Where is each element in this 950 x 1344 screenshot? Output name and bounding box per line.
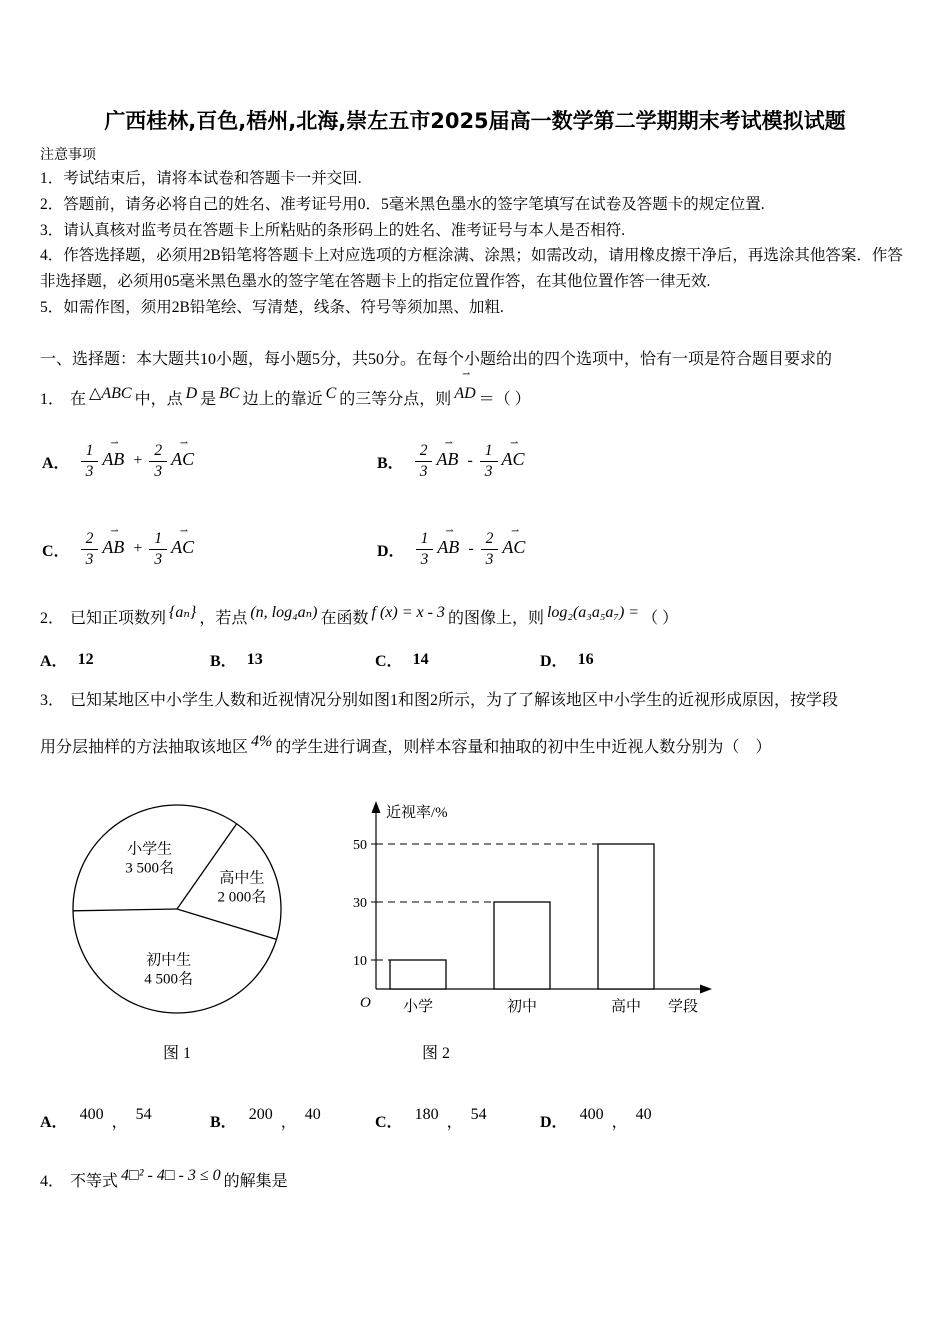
question-1 [40, 369, 910, 413]
bar-chart [324, 791, 724, 1031]
raised-number: 200 [248, 1106, 273, 1124]
text-run: ， [280, 1114, 297, 1132]
q2-option-a [40, 648, 210, 671]
text-run: 已知正项数列 [70, 609, 167, 627]
pie-slice-label: 高中生 [218, 871, 264, 888]
option-d-values [578, 1106, 654, 1132]
text-run: - [467, 451, 473, 469]
question-1-text [70, 369, 531, 409]
x-category-label: 小学 [402, 999, 434, 1016]
x-category-label: 高中 [610, 999, 642, 1016]
notice-section [40, 145, 910, 320]
math-run: 4□² - 4□ - 3 ≤ 0 [121, 1167, 221, 1185]
q3-option-c [375, 1106, 540, 1132]
option-label-d: D． [540, 1114, 568, 1132]
option-label-d: D． [377, 542, 405, 560]
y-tick-label: 10 [353, 954, 367, 970]
option-label-d: D． [540, 653, 568, 671]
math-run: (n, log₄aₙ) [250, 603, 318, 621]
vector-term: ⇀ AC [171, 437, 195, 469]
option-d-expression [415, 525, 529, 569]
q1-option-a [42, 437, 377, 481]
math-run: log₂(a₃a₅a₇) = [546, 603, 640, 621]
vector-arrow-icon: ⇀ [462, 369, 471, 381]
raised-number: 40 [304, 1106, 321, 1124]
fraction: $\frac{2}{3}$ [415, 441, 433, 481]
text-run: 的三等分点，则 [339, 391, 452, 409]
figure-1-caption: 图 1 [162, 1045, 191, 1063]
math-run: 4% [251, 733, 273, 751]
option-c-value: 14 [412, 650, 429, 668]
option-label-a: A． [40, 653, 68, 671]
bar-rect [494, 902, 550, 989]
vector-arrow-icon: ⇀ [444, 437, 454, 449]
math-run: BC [219, 385, 240, 403]
vector-term: ⇀ AB [102, 525, 125, 557]
math-run: C [325, 385, 337, 403]
pie-figure [48, 791, 306, 1063]
math-run: {aₙ} [169, 603, 197, 621]
option-label-b: B． [210, 653, 237, 671]
option-label-a: A． [42, 454, 70, 472]
pie-sector-line [73, 909, 177, 911]
option-a-values [78, 1106, 154, 1132]
math-run: △ABC [89, 385, 132, 403]
q2-option-c [375, 648, 540, 671]
x-axis-arrow-icon [700, 985, 712, 994]
pie-sector-line [177, 909, 276, 939]
text-run: 在 [70, 391, 87, 409]
vector-term: ⇀ AB [437, 525, 460, 557]
pie-slice-count: 3 500名 [124, 861, 174, 878]
text-run: - [468, 539, 474, 557]
text-run: ， [446, 1114, 463, 1132]
option-c-values [413, 1106, 489, 1132]
question-3-number: 3． [40, 692, 65, 710]
x-axis-label: 学段 [668, 999, 699, 1016]
x-category-label: 初中 [506, 999, 538, 1016]
q1-option-c [42, 525, 377, 569]
pie-chart [55, 791, 300, 1031]
y-tick-label: 50 [353, 838, 367, 854]
text-run: 的图像上，则 [447, 609, 544, 627]
text-run: + [133, 451, 143, 469]
text-run: ，若点 [199, 609, 248, 627]
question-1-number: 1． [40, 391, 65, 409]
option-b-expression [414, 437, 528, 481]
notice-heading: 注意事项 [40, 148, 96, 164]
text-run: 在函数 [320, 609, 369, 627]
pie-slice-count: 4 500名 [143, 972, 193, 989]
math-run: D [185, 385, 198, 403]
text-run: 是 [200, 391, 217, 409]
fraction: $\frac{1}{3}$ [149, 529, 167, 569]
notice-item-1: 1．考试结束后，请将本试卷和答题卡一并交回. [40, 170, 362, 188]
fraction: $\frac{2}{3}$ [149, 441, 167, 481]
bar-rect [390, 960, 446, 989]
pie-slice-label: 初中生 [145, 953, 191, 970]
vector-arrow-icon: ⇀ [445, 525, 454, 537]
notice-item-4: 4．作答选择题，必须用2B铅笔将答题卡上对应选项的方框涂满、涂黑；如需改动，请用橡皮擦干净后，再选涂其他答案．作答非选择题，必须用05毫米黑色墨水的签字笔在答题卡上的指定位置作答，在其他位置作答一律无效. [40, 247, 903, 291]
notice-item-5: 5．如需作图，须用2B铅笔绘、写清楚，线条、符号等须加黑、加粗. [40, 298, 504, 316]
text-run: ， [111, 1114, 128, 1132]
vector-arrow-icon: ⇀ [110, 437, 119, 449]
option-label-b: B． [377, 454, 404, 472]
text-run: 不等式 [70, 1173, 119, 1191]
raised-number: 54 [135, 1106, 152, 1124]
option-label-c: C． [375, 653, 403, 671]
option-b-value: 13 [246, 650, 263, 668]
question-2-text [70, 604, 678, 627]
origin-label: O [360, 995, 371, 1012]
vector-arrow-icon: ⇀ [511, 525, 520, 537]
question-2 [40, 605, 910, 632]
text-run: ， [611, 1114, 628, 1132]
text-run: 中，点 [134, 391, 183, 409]
fraction: $\frac{1}{3}$ [480, 441, 498, 481]
option-d-value: 16 [577, 650, 594, 668]
question-3-text-2 [40, 733, 771, 756]
fraction: $\frac{2}{3}$ [481, 529, 499, 569]
vector-term: ⇀ AC [501, 437, 525, 469]
option-label-c: C． [375, 1114, 403, 1132]
option-a-value: 12 [77, 650, 94, 668]
text-run: 的学生进行调查，则样本容量和抽取的初中生中近视人数分别为（ ） [275, 739, 772, 757]
fraction: $\frac{1}{3}$ [416, 529, 434, 569]
raised-number: 180 [414, 1106, 439, 1124]
q3-option-b [210, 1106, 375, 1132]
q3-option-a [40, 1106, 210, 1132]
bar-figure [324, 791, 724, 1063]
option-label-b: B． [210, 1114, 237, 1132]
y-axis-label: 近视率/% [386, 805, 448, 822]
vector-term: ⇀ AC [502, 525, 526, 557]
option-c-expression [80, 525, 198, 569]
notice-item-3: 3．请认真核对监考员在答题卡上所粘贴的条形码上的姓名、准考证号与本人是否相符. [40, 221, 626, 239]
y-tick-label: 30 [353, 896, 367, 912]
q1-option-d [377, 525, 910, 569]
text-run: 已知某地区中小学生人数和近视情况分别如图1和图2所示，为了了解该地区中小学生的近视形成原因，按学段 [70, 692, 839, 710]
question-4-number: 4． [40, 1173, 65, 1191]
text-run: ＝（ ） [478, 391, 531, 409]
question-3-line-1 [40, 687, 910, 714]
q1-option-b [377, 437, 910, 481]
figure-2-caption: 图 2 [422, 1045, 451, 1063]
text-run: （ ） [642, 609, 679, 627]
text-run: 的解集是 [223, 1173, 288, 1191]
fraction: $\frac{2}{3}$ [81, 529, 99, 569]
vector-term: ⇀ AB [102, 437, 125, 469]
text-run: 用分层抽样的方法抽取该地区 [40, 739, 249, 757]
vector-term: ⇀ AB [436, 437, 459, 469]
page-title: 广西桂林,百色,梧州,北海,崇左五市2025届高一数学第二学期期末考试模拟试题 [104, 109, 846, 133]
option-label-c: C． [42, 542, 70, 560]
vector-arrow-icon: ⇀ [510, 437, 519, 449]
q2-option-b [210, 648, 375, 671]
vector-term: ⇀ AC [171, 525, 195, 557]
raised-number: 54 [470, 1106, 487, 1124]
question-1-options [42, 437, 910, 569]
vector-arrow-icon: ⇀ [179, 525, 189, 537]
pie-slice-label: 小学生 [126, 842, 172, 859]
question-3-options [40, 1106, 910, 1132]
math-run: f (x) = x - 3 [371, 603, 445, 621]
raised-number: 40 [635, 1106, 652, 1124]
question-2-number: 2． [40, 609, 65, 627]
fraction: $\frac{1}{3}$ [81, 441, 99, 481]
pie-slice-count: 2 000名 [217, 890, 266, 907]
question-2-options [40, 648, 910, 671]
y-axis-arrow-icon [372, 801, 381, 813]
option-a-expression [80, 437, 198, 481]
vector-arrow-icon: ⇀ [179, 437, 189, 449]
question-4 [40, 1168, 910, 1195]
raised-number: 400 [79, 1106, 104, 1124]
q3-option-d [540, 1106, 654, 1132]
vector-arrow-icon: ⇀ [110, 525, 119, 537]
option-b-values [247, 1106, 323, 1132]
text-run: + [133, 539, 143, 557]
vector-term: ⇀ AD [454, 369, 476, 403]
figures-row [40, 791, 910, 1063]
question-3-line-2 [40, 734, 910, 761]
q2-option-d [540, 648, 594, 671]
text-run: 边上的靠近 [242, 391, 323, 409]
raised-number: 400 [579, 1106, 604, 1124]
section-heading: 一、选择题：本大题共10小题，每小题5分，共50分。在每个小题给出的四个选项中，恰有一项是符合题目要求的 [40, 350, 833, 368]
option-label-a: A． [40, 1114, 68, 1132]
question-4-text [70, 1167, 288, 1190]
bar-rect [598, 844, 654, 989]
question-3-text-1 [70, 692, 838, 709]
notice-item-2: 2．答题前，请务必将自己的姓名、准考证号用0．5毫米黑色墨水的签字笔填写在试卷及答题卡的规定位置. [40, 196, 765, 214]
